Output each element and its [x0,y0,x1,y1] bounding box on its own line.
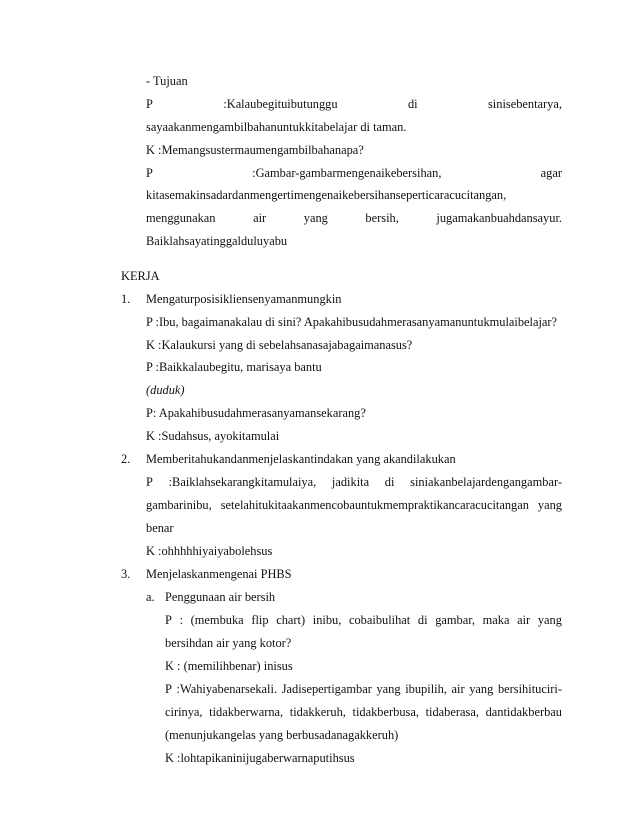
word: air [253,211,267,225]
word: yang [303,211,328,225]
tujuan-p1-line1 [146,96,562,112]
word: inibu, [312,613,342,627]
word: : [179,613,184,627]
word: (membuka [190,613,244,627]
word: air [451,682,465,696]
word: air [517,613,531,627]
word: tidakberwarna, [209,705,284,719]
item3-number: 3. [121,567,131,581]
word: jugamakanbuahdansayur. [436,211,562,225]
word: tidakkeruh, [289,705,346,719]
word: Jadisepertigambar [281,682,372,696]
word: cobaibulihat [348,613,411,627]
tujuan-p1-line2: sayaakanmengambilbahanuntukkitabelajar di taman. [146,120,407,134]
word: sinisebentarya, [487,97,562,111]
word: maka [482,613,510,627]
item3a-k2: K :lohtapikaninijugaberwarnaputihsus [165,751,355,765]
word: gambar, [435,613,475,627]
word: cirinya, [165,705,203,719]
tujuan-p2-line3 [146,210,562,226]
word: tidaberasa, [425,705,479,719]
item1-line: P :Baikkalaubegitu, marisaya bantu [146,360,322,374]
word: yang [537,498,562,512]
word: flip [251,613,269,627]
tujuan-p2-line1 [146,165,562,181]
word: :Baiklahsekarangkitamulaiya, [168,475,317,489]
tujuan-heading: - Tujuan [146,74,188,88]
word: tidakberbusa, [352,705,419,719]
word: chart) [276,613,306,627]
word: bersih, [365,211,399,225]
tujuan-p2-line2: kitasemakinsadardanmengertimengenaikebersihanseperticaracucitangan, [146,188,507,202]
word: setelahitukitaakanmencobauntukmempraktikancaracucitangan [220,498,529,512]
item3a-letter: a. [146,590,155,604]
word: gambarinibu, [146,498,212,512]
word: menggunakan [146,211,216,225]
word: :Wahiyabenarsekali. [176,682,278,696]
word: jadikita [331,475,370,489]
item2-number: 2. [121,452,131,466]
word: yang [376,682,401,696]
word: P [146,475,153,489]
word: P [165,613,172,627]
word: bersihituciri- [497,682,562,696]
item1-line-stage-direction: (duduk) [146,383,185,397]
word: P [146,166,153,180]
word: di [417,613,428,627]
word: yang [537,613,562,627]
item3-title: Menjelaskanmengenai PHBS [146,567,292,581]
item2-p-line2 [146,497,562,513]
item3a-p2-line1 [165,681,562,697]
item1-line: K :Sudahsus, ayokitamulai [146,429,280,443]
word: agar [540,166,562,180]
word: siniakanbelajardengangambar- [410,475,562,489]
tujuan-p2-line4: Baiklahsayatinggalduluyabu [146,234,288,248]
item2-p-line3: benar [146,521,174,535]
word: P [165,682,172,696]
word: :Kalaubegituibutunggu [223,97,338,111]
item2-title: Memberitahukandanmenjelaskantindakan yang akandilakukan [146,452,456,466]
word: P [146,97,153,111]
word: :Gambar-gambarmengenaikebersihan, [252,166,442,180]
item2-p-line1 [146,474,562,490]
item3a-p2-line3: (menunjukangelas yang berbusadanagakkeruh) [165,728,399,742]
item1-line: P: Apakahibusudahmerasanyamansekarang? [146,406,366,420]
item3a-k1: K : (memilihbenar) inisus [165,659,293,673]
word: yang [469,682,494,696]
word: dantidakberbau [485,705,562,719]
item2-k-line: K :ohhhhhiyaiyabolehsus [146,544,273,558]
word: di [407,97,418,111]
kerja-heading: KERJA [121,269,160,283]
item3a-p2-line2 [165,704,562,720]
item1-number: 1. [121,292,131,306]
item3a-p1-line2: bersihdan air yang kotor? [165,636,292,650]
item3a-p1-line1 [165,612,562,628]
item1-line: P :Ibu, bagaimanakalau di sini? Apakahibusudahmerasanyamanuntukmulaibelajar? [146,315,558,329]
tujuan-k1: K :Memangsustermaumengambilbahanapa? [146,143,364,157]
word: ibupilih, [405,682,447,696]
word: di [384,475,395,489]
item1-line: K :Kalaukursi yang di sebelahsanasajabagaimanasus? [146,338,413,352]
item1-title: Mengaturposisikliensenyamanmungkin [146,292,342,306]
item3a-title: Penggunaan air bersih [165,590,276,604]
